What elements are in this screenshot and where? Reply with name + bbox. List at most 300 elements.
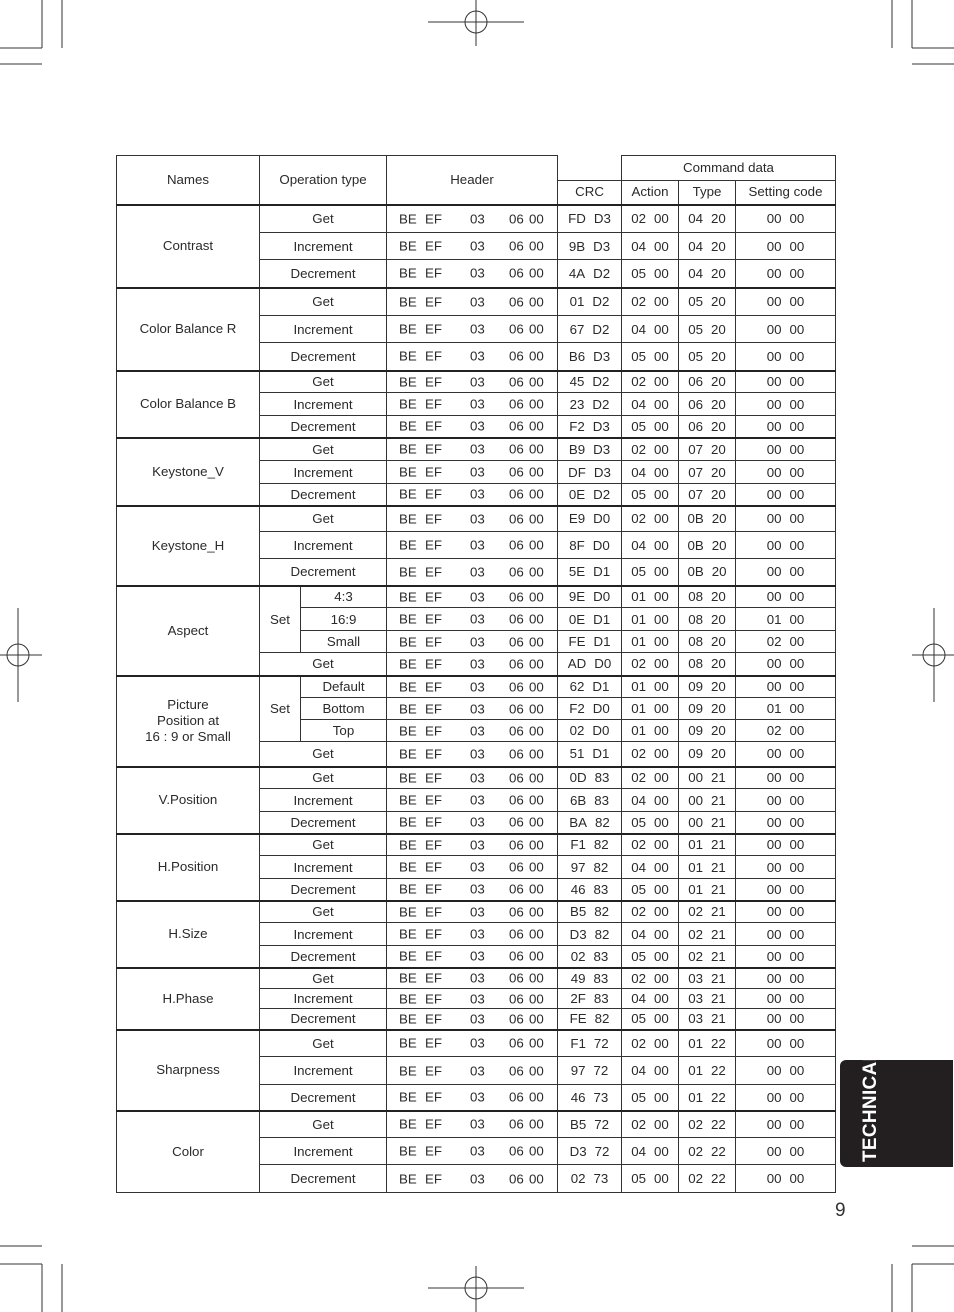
action-byte: 00 (654, 991, 669, 1006)
type-byte: 22 (711, 1116, 726, 1132)
crc-cell (558, 968, 622, 989)
setting-code-byte: 00 (766, 792, 782, 808)
header-byte: BE (399, 656, 417, 672)
table-row (117, 506, 836, 532)
crc-byte: D1 (593, 634, 611, 649)
crc-byte: F1 (570, 837, 586, 853)
crc-cell (558, 260, 622, 288)
setting-code-byte: 00 (789, 859, 805, 875)
action-byte: 04 (631, 537, 647, 553)
header-byte: EF (425, 564, 443, 580)
setting-code-byte: 00 (789, 265, 805, 281)
action-byte: 00 (654, 321, 669, 337)
action-byte: 01 (631, 589, 647, 605)
action-byte: 00 (654, 656, 669, 672)
setting-code-byte: 00 (789, 701, 805, 716)
setting-code-cell (736, 879, 836, 901)
setting-code-byte: 00 (766, 564, 782, 580)
header-byte: 06 (509, 1063, 524, 1078)
action-byte: 00 (654, 723, 669, 738)
header-byte: 06 (509, 537, 524, 553)
setting-code-byte: 00 (766, 1171, 782, 1186)
crc-byte: E9 (568, 511, 586, 527)
action-byte: 00 (654, 881, 669, 897)
header-byte: 00 (529, 881, 544, 897)
header-byte: 00 (529, 1063, 544, 1078)
setting-code-cell (736, 288, 836, 316)
header-byte: BE (399, 294, 417, 310)
setting-code-byte: 00 (789, 970, 805, 986)
setting-code-byte: 00 (766, 814, 782, 830)
header-bytes-cell (387, 586, 558, 608)
setting-code-byte: 00 (766, 904, 782, 920)
setting-code-byte: 00 (789, 634, 805, 649)
type-cell (679, 698, 736, 720)
header-byte: BE (399, 859, 417, 875)
header-byte: 03 (470, 723, 485, 738)
action-byte: 05 (631, 814, 647, 830)
action-cell (622, 631, 679, 653)
crc-byte: 73 (593, 1089, 609, 1105)
header-bytes-cell (387, 608, 558, 631)
header-byte: EF (425, 926, 443, 942)
setting-code-cell (736, 343, 836, 371)
crc-cell (558, 789, 622, 812)
group-name: Color (117, 1111, 260, 1193)
setting-code-byte: 00 (766, 970, 782, 986)
header-bytes-cell (387, 879, 558, 901)
header-byte: 00 (529, 970, 544, 986)
action-byte: 00 (654, 792, 669, 808)
crc-cell (558, 586, 622, 608)
setting-code-byte: 00 (766, 1143, 782, 1159)
setting-code-byte: 00 (789, 321, 805, 337)
type-cell (679, 371, 736, 393)
crc-byte: D3 (593, 238, 611, 254)
header-bytes-cell (387, 260, 558, 288)
header-byte: BE (399, 537, 417, 553)
header-byte: 06 (509, 374, 524, 390)
setting-code-cell (736, 968, 836, 989)
header-bytes-cell (387, 233, 558, 260)
action-byte: 00 (654, 1011, 669, 1027)
header-bytes-cell (387, 371, 558, 393)
setting-code-byte: 00 (789, 746, 805, 762)
operation-type: Decrement (260, 946, 387, 968)
header-bytes-cell (387, 532, 558, 559)
setting-code-cell (736, 532, 836, 559)
header-bytes-cell (387, 901, 558, 923)
operation-type: Get (260, 506, 387, 532)
type-byte: 0B (687, 511, 704, 527)
type-cell (679, 676, 736, 698)
action-byte: 02 (631, 294, 647, 310)
type-byte: 20 (711, 723, 726, 738)
type-byte: 02 (688, 1171, 704, 1186)
setting-code-byte: 00 (789, 238, 805, 254)
crc-byte: 72 (593, 1035, 609, 1051)
header-byte: 03 (470, 701, 485, 716)
action-cell (622, 789, 679, 812)
header-byte: EF (425, 792, 443, 808)
header-byte: 06 (509, 348, 524, 364)
crc-byte: D3 (593, 348, 611, 364)
header-byte: 00 (529, 723, 544, 738)
crc-byte: 02 (569, 723, 585, 738)
header-byte: 03 (470, 418, 485, 434)
setting-code-byte: 00 (766, 464, 782, 480)
page-number: 9 (835, 1200, 846, 1221)
header-byte: EF (425, 679, 443, 695)
setting-code-byte: 00 (789, 441, 805, 457)
header-byte: EF (425, 948, 443, 964)
header-byte: 00 (529, 238, 544, 254)
crc-byte: 5E (568, 564, 586, 580)
header-byte: BE (399, 926, 417, 942)
crc-byte: D3 (592, 418, 610, 434)
action-cell (622, 1165, 679, 1193)
crc-byte: 83 (593, 948, 609, 964)
action-byte: 00 (654, 418, 669, 434)
crc-cell (558, 288, 622, 316)
crc-byte: D2 (592, 321, 610, 337)
type-byte: 08 (688, 634, 704, 649)
operation-type: 4:3 (301, 586, 387, 608)
header-byte: 03 (470, 294, 485, 310)
type-byte: 21 (711, 904, 726, 920)
action-byte: 02 (631, 374, 647, 390)
setting-code-byte: 00 (789, 486, 805, 502)
setting-code-byte: 00 (789, 1063, 805, 1078)
type-cell (679, 1030, 736, 1057)
header-byte: 06 (509, 441, 524, 457)
action-byte: 00 (654, 1116, 669, 1132)
type-cell (679, 989, 736, 1009)
crc-cell (558, 416, 622, 438)
action-byte: 00 (654, 1171, 669, 1186)
type-byte: 01 (688, 859, 704, 875)
type-byte: 04 (688, 211, 704, 227)
action-cell (622, 653, 679, 676)
setting-code-byte: 00 (766, 211, 782, 227)
header-byte: EF (425, 374, 443, 390)
type-byte: 21 (711, 926, 726, 942)
setting-code-byte: 00 (789, 418, 805, 434)
header-byte: 03 (470, 904, 485, 920)
action-cell (622, 461, 679, 484)
setting-code-byte: 00 (766, 537, 782, 553)
setting-code-cell (736, 233, 836, 260)
col-header-crc: CRC (558, 181, 622, 205)
header-byte: 00 (529, 486, 544, 502)
type-byte: 07 (688, 441, 704, 457)
col-header-type: Type (679, 181, 736, 205)
operation-type: Increment (260, 789, 387, 812)
header-byte: 03 (470, 589, 485, 605)
operation-type: Decrement (260, 343, 387, 371)
header-byte: BE (399, 679, 417, 695)
crc-cell (558, 879, 622, 901)
type-byte: 20 (711, 321, 726, 337)
crc-byte: D2 (592, 374, 610, 390)
setting-code-cell (736, 506, 836, 532)
operation-type: Get (260, 205, 387, 233)
crc-cell (558, 946, 622, 968)
type-cell (679, 484, 736, 506)
crc-byte: DF (568, 464, 586, 480)
type-cell (679, 789, 736, 812)
action-cell (622, 923, 679, 946)
header-byte: 06 (509, 1171, 524, 1186)
crc-byte: D1 (592, 679, 610, 695)
crc-byte: D1 (592, 746, 610, 762)
crc-byte: 73 (593, 1171, 609, 1186)
crc-byte: D0 (594, 656, 612, 672)
action-byte: 00 (654, 1035, 669, 1051)
action-byte: 01 (631, 679, 647, 695)
crc-byte: D3 (593, 464, 611, 480)
type-byte: 22 (711, 1143, 726, 1159)
action-byte: 00 (654, 265, 669, 281)
header-byte: BE (399, 770, 417, 786)
setting-code-byte: 00 (789, 396, 805, 412)
setting-code-cell (736, 834, 836, 856)
type-byte: 21 (711, 859, 726, 875)
action-byte: 00 (654, 814, 669, 830)
type-byte: 20 (711, 396, 726, 412)
header-byte: EF (425, 511, 443, 527)
header-byte: EF (425, 746, 443, 762)
action-cell (622, 416, 679, 438)
crc-byte: 0E (568, 486, 586, 502)
type-byte: 01 (688, 1063, 704, 1078)
setting-code-cell (736, 676, 836, 698)
setting-code-byte: 00 (789, 1089, 805, 1105)
type-byte: 20 (711, 418, 726, 434)
type-byte: 02 (688, 948, 704, 964)
crc-cell (558, 631, 622, 653)
header-byte: 00 (529, 418, 544, 434)
header-byte: 03 (470, 1143, 485, 1159)
type-cell (679, 532, 736, 559)
type-byte: 01 (688, 1089, 704, 1105)
action-byte: 00 (654, 441, 669, 457)
type-byte: 20 (711, 564, 727, 580)
header-byte: 03 (470, 634, 485, 649)
setting-code-cell (736, 260, 836, 288)
action-byte: 00 (654, 348, 669, 364)
header-byte: BE (399, 991, 417, 1006)
header-byte: EF (425, 970, 443, 986)
action-byte: 04 (631, 1063, 647, 1078)
type-cell (679, 653, 736, 676)
header-byte: 00 (529, 611, 544, 627)
header-byte: 00 (529, 265, 544, 281)
technical-tab-label: TECHNICAL (860, 1049, 881, 1162)
type-byte: 08 (688, 589, 704, 605)
header-bytes-cell (387, 1111, 558, 1138)
action-cell (622, 205, 679, 233)
header-byte: 03 (470, 814, 485, 830)
action-byte: 04 (631, 991, 647, 1006)
action-cell (622, 1138, 679, 1165)
action-byte: 02 (631, 511, 647, 527)
header-byte: 06 (509, 948, 524, 964)
type-cell (679, 946, 736, 968)
header-byte: EF (425, 418, 443, 434)
setting-code-byte: 00 (789, 926, 805, 942)
action-byte: 00 (654, 464, 669, 480)
header-bytes-cell (387, 506, 558, 532)
header-byte: 03 (470, 948, 485, 964)
type-cell (679, 506, 736, 532)
type-byte: 22 (711, 1171, 726, 1186)
action-cell (622, 1030, 679, 1057)
header-byte: 06 (509, 238, 524, 254)
action-byte: 00 (654, 211, 669, 227)
action-byte: 00 (654, 1143, 669, 1159)
header-byte: 00 (529, 792, 544, 808)
action-cell (622, 767, 679, 789)
type-byte: 20 (711, 611, 726, 627)
table-row (117, 586, 836, 608)
header-byte: EF (425, 1143, 443, 1159)
crc-byte: 46 (570, 1089, 586, 1105)
header-byte: 00 (529, 211, 544, 227)
header-byte: 00 (529, 948, 544, 964)
type-cell (679, 856, 736, 879)
type-byte: 00 (688, 792, 704, 808)
header-byte: 00 (529, 511, 544, 527)
header-byte: BE (399, 348, 417, 364)
setting-code-byte: 02 (766, 723, 782, 738)
header-byte: EF (425, 238, 443, 254)
setting-code-byte: 00 (789, 1035, 805, 1051)
header-byte: EF (425, 294, 443, 310)
operation-type: Get (260, 742, 387, 767)
header-byte: BE (399, 948, 417, 964)
crc-byte: D3 (569, 926, 587, 942)
header-byte: 03 (470, 656, 485, 672)
header-byte: 00 (529, 991, 544, 1006)
crc-byte: 82 (593, 837, 609, 853)
group-name: Sharpness (117, 1030, 260, 1111)
type-cell (679, 1138, 736, 1165)
action-byte: 05 (631, 564, 647, 580)
header-byte: EF (425, 464, 443, 480)
action-byte: 04 (631, 859, 647, 875)
header-byte: 03 (470, 1063, 485, 1078)
action-cell (622, 879, 679, 901)
group-name: Color Balance B (117, 371, 260, 438)
crc-byte: BA (569, 814, 587, 830)
table-row (117, 901, 836, 923)
operation-type: Decrement (260, 1009, 387, 1030)
crc-byte: 97 (570, 1063, 586, 1078)
crc-byte: D0 (593, 511, 611, 527)
crc-byte: 72 (594, 1143, 610, 1159)
operation-type: Default (301, 676, 387, 698)
header-byte: 06 (509, 211, 524, 227)
header-byte: 06 (509, 770, 524, 786)
header-byte: EF (425, 859, 443, 875)
crc-byte: D3 (593, 211, 611, 227)
setting-code-byte: 00 (766, 321, 782, 337)
header-byte: EF (425, 723, 443, 738)
header-byte: BE (399, 1035, 417, 1051)
type-cell (679, 631, 736, 653)
table-header-row (117, 156, 836, 181)
operation-type: Get (260, 1111, 387, 1138)
header-byte: EF (425, 211, 443, 227)
type-byte: 01 (688, 1035, 704, 1051)
header-byte: EF (425, 348, 443, 364)
action-cell (622, 233, 679, 260)
crc-byte: 62 (569, 679, 585, 695)
crc-byte: FE (569, 1011, 587, 1027)
type-byte: 04 (688, 265, 704, 281)
setting-code-byte: 00 (766, 265, 782, 281)
crc-byte: D3 (569, 1143, 587, 1159)
action-byte: 00 (654, 511, 669, 527)
header-byte: 06 (509, 1011, 524, 1027)
action-byte: 05 (631, 948, 647, 964)
header-byte: BE (399, 511, 417, 527)
command-table (116, 155, 836, 1193)
setting-code-byte: 00 (789, 1171, 805, 1186)
crc-cell (558, 923, 622, 946)
action-byte: 00 (654, 679, 669, 695)
setting-code-byte: 00 (766, 1089, 782, 1105)
header-byte: 00 (529, 1011, 544, 1027)
crc-cell (558, 506, 622, 532)
crc-byte: D3 (593, 441, 611, 457)
type-cell (679, 608, 736, 631)
header-byte: 03 (470, 792, 485, 808)
header-bytes-cell (387, 653, 558, 676)
type-cell (679, 343, 736, 371)
setting-code-byte: 00 (789, 656, 805, 672)
setting-code-cell (736, 856, 836, 879)
setting-code-byte: 00 (789, 611, 805, 627)
header-byte: 00 (529, 634, 544, 649)
type-byte: 21 (711, 770, 726, 786)
operation-type: Get (260, 767, 387, 789)
header-byte: 00 (529, 464, 544, 480)
crc-byte: 6B (569, 792, 587, 808)
action-cell (622, 1057, 679, 1085)
setting-code-byte: 00 (789, 1143, 805, 1159)
header-byte: EF (425, 656, 443, 672)
header-byte: EF (425, 904, 443, 920)
setting-code-cell (736, 1057, 836, 1085)
action-byte: 00 (654, 486, 669, 502)
action-cell (622, 989, 679, 1009)
setting-code-byte: 00 (789, 564, 805, 580)
setting-code-cell (736, 989, 836, 1009)
setting-code-byte: 00 (789, 1011, 805, 1027)
header-byte: 06 (509, 970, 524, 986)
header-byte: BE (399, 723, 417, 738)
type-byte: 22 (711, 1089, 726, 1105)
type-byte: 20 (711, 589, 726, 605)
header-byte: 00 (529, 904, 544, 920)
crc-byte: 51 (569, 746, 585, 762)
table-row (117, 1030, 836, 1057)
header-byte: EF (425, 1035, 443, 1051)
header-byte: 06 (509, 418, 524, 434)
group-name: Picture Position at 16 : 9 or Small (117, 676, 260, 767)
